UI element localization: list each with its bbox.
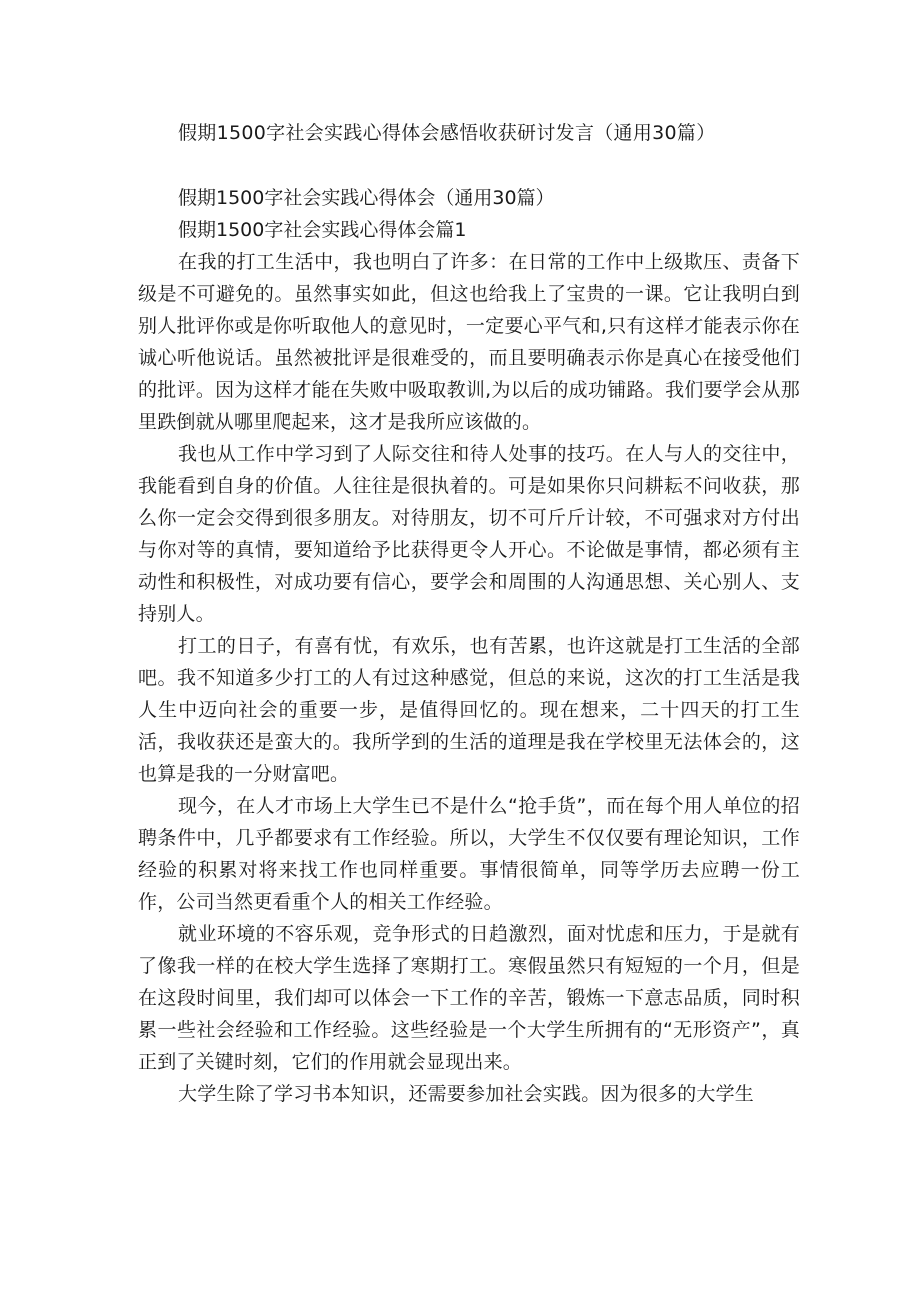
paragraph: 在我的打工生活中，我也明白了许多：在日常的工作中上级欺压、责备下级是不可避免的。虽然事实如此，但这也给我上了宝贵的一课。它让我明白到别人批评你或是你听取他人的意见时，一定要心平气和,只有这样才能表示你在诚心听他说话。虽然被批评是很难受的，而且要明确表示你是真心在接受他们的批评。因为这样才能在失败中吸取教训,为以后的成功铺路。我们要学会从那里跌倒就从哪里爬起来，这才是我所应该做的。 [138,251,800,433]
document-title: 假期1500字社会实践心得体会感悟收获研讨发言（通用30篇） [178,122,716,144]
paragraph: 现今，在人才市场上大学生已不是什么“抢手货”，而在每个用人单位的招聘条件中，几乎都要求有工作经验。所以，大学生不仅仅要有理论知识，工作经验的积累对将来找工作也同样重要。事情很简单，同等学历去应聘一份工作，公司当然更看重个人的相关工作经验。 [138,795,800,913]
paragraph: 打工的日子，有喜有忧，有欢乐，也有苦累，也许这就是打工生活的全部吧。我不知道多少打工的人有过这种感觉，但总的来说，这次的打工生活是我人生中迈向社会的重要一步，是值得回忆的。现在想来，二十四天的打工生活，我收获还是蛮大的。我所学到的生活的道理是我在学校里无法体会的，这也算是我的一分财富吧。 [138,635,800,785]
document-page [138,118,800,1110]
document-subtitle: 假期1500字社会实践心得体会（通用30篇） [178,187,555,209]
paragraph: 就业环境的不容乐观，竞争形式的日趋激烈，面对忧虑和压力，于是就有了像我一样的在校大学生选择了寒期打工。寒假虽然只有短短的一个月，但是在这段时间里，我们却可以体会一下工作的辛苦，锻炼一下意志品质，同时积累一些社会经验和工作经验。这些经验是一个大学生所拥有的“无形资产”，真正到了关键时刻，它们的作用就会显现出来。 [138,923,800,1073]
paragraph: 大学生除了学习书本知识，还需要参加社会实践。因为很多的大学生 [178,1083,755,1105]
paragraph: 我也从工作中学习到了人际交往和待人处事的技巧。在人与人的交往中，我能看到自身的价值。人往往是很执着的。可是如果你只问耕耘不问收获，那么你一定会交得到很多朋友。对待朋友，切不可斤斤计较，不可强求对方付出与你对等的真情，要知道给予比获得更令人开心。不论做是事情，都必须有主动性和积极性，对成功要有信心，要学会和周围的人沟通思想、关心别人、支持别人。 [138,443,800,625]
section-heading: 假期1500字社会实践心得体会篇1 [178,219,467,241]
